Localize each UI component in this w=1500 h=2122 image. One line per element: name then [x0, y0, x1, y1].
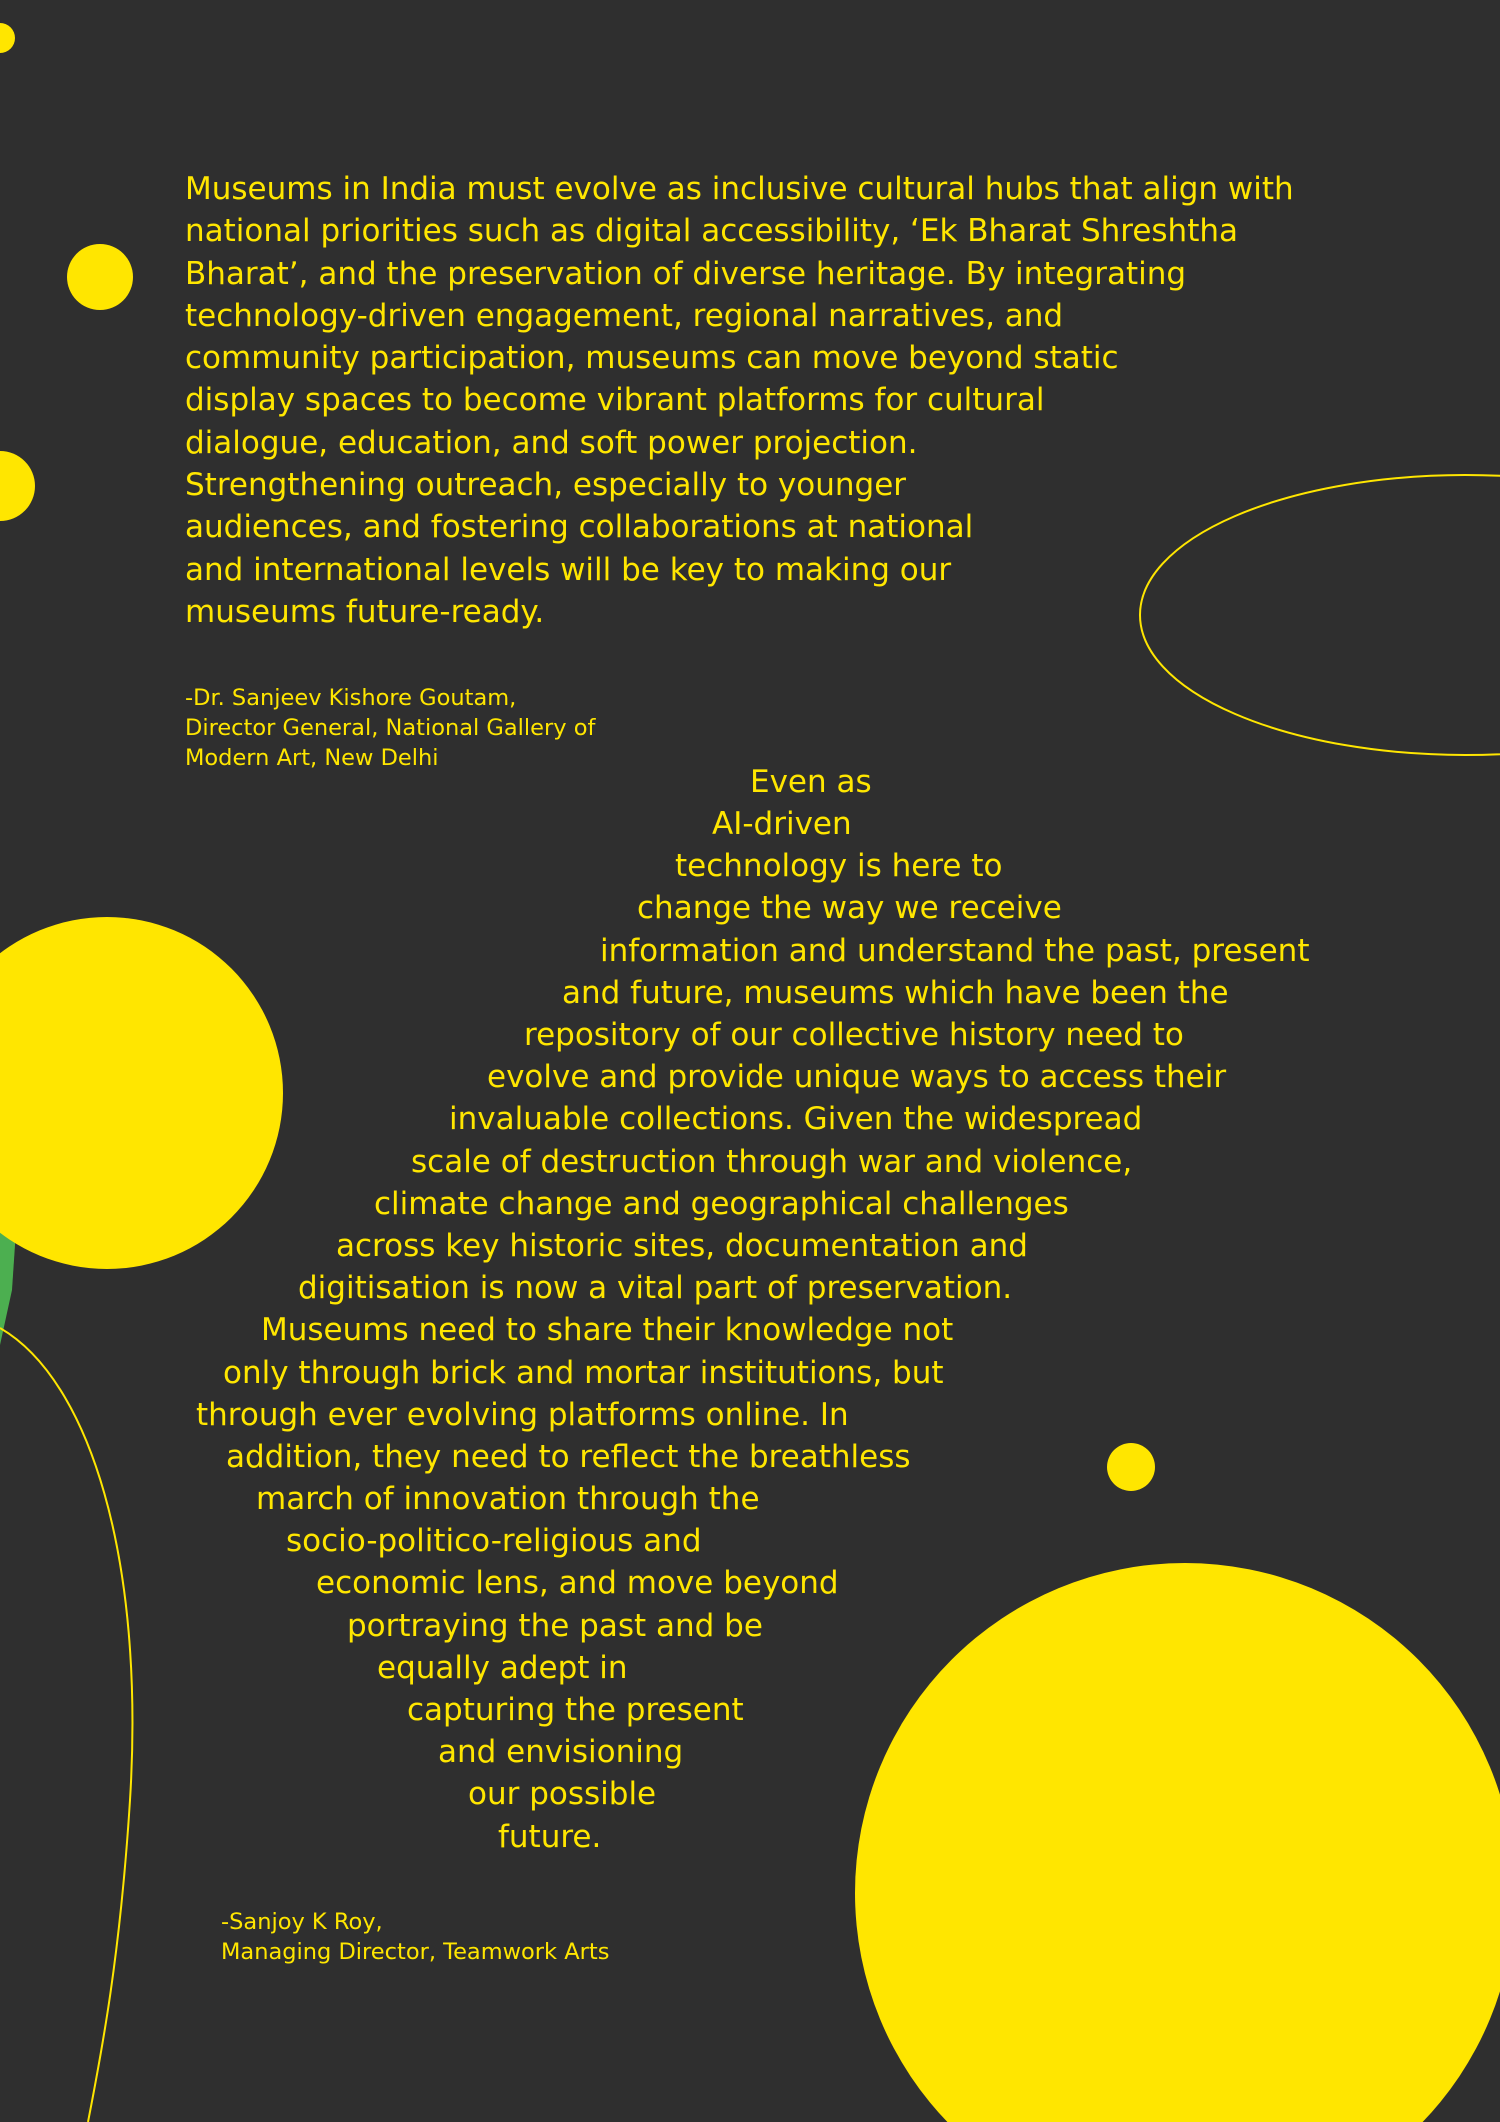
quote-2-line: future.: [498, 1819, 602, 1855]
quote-2-line: our possible: [468, 1776, 657, 1812]
quote-1-line: Museums in India must evolve as inclusive cultural hubs that align with: [185, 171, 1294, 207]
quote-2-line: march of innovation through the: [256, 1481, 760, 1517]
quote-2-line: change the way we receive: [637, 890, 1062, 926]
quote-2-line: capturing the present: [407, 1692, 744, 1728]
quote-2-line: repository of our collective history need to: [524, 1017, 1184, 1053]
quote-1-line: and international levels will be key to making our: [185, 551, 952, 588]
quote-2-line: digitisation is now a vital part of preservation.: [298, 1270, 1013, 1306]
quote-2-line: invaluable collections. Given the widespread: [449, 1101, 1143, 1137]
quote-2-line: equally adept in: [377, 1650, 628, 1686]
left-outline-arc: [0, 1328, 132, 2122]
quote-2-line: only through brick and mortar institutions, but: [223, 1355, 944, 1391]
quote-2-line: portraying the past and be: [347, 1608, 763, 1644]
quote-2-line: across key historic sites, documentation and: [336, 1228, 1028, 1264]
attribution-line: Director General, National Gallery of: [185, 715, 596, 741]
attribution-line: Managing Director, Teamwork Arts: [221, 1939, 610, 1965]
quote-1-line: museums future-ready.: [185, 593, 545, 630]
quote-2-line: socio-politico-religious and: [286, 1523, 702, 1559]
quote-2-line: Museums need to share their knowledge not: [261, 1312, 954, 1348]
quote-1: [185, 168, 1385, 633]
quote-1-attribution: [185, 683, 595, 773]
quote-2-line: evolve and provide unique ways to access their: [487, 1059, 1227, 1095]
quote-2-line: economic lens, and move beyond: [316, 1565, 839, 1601]
right-small-dot: [1107, 1443, 1155, 1491]
top-left-partial-dot: [0, 23, 15, 53]
quote-1-line: dialogue, education, and soft power projection.: [185, 424, 918, 461]
quote-1-line: community participation, museums can move beyond static: [185, 340, 1119, 377]
quote-1-line: Strengthening outreach, especially to younger: [185, 467, 907, 504]
quote-1-line: display spaces to become vibrant platforms for cultural: [185, 382, 1045, 419]
attribution-line: -Dr. Sanjeev Kishore Goutam,: [185, 685, 517, 711]
quote-2-line: technology is here to: [675, 848, 1003, 884]
left-small-dot: [67, 244, 133, 310]
quote-2-line: and future, museums which have been the: [562, 975, 1229, 1011]
quote-2-line: and envisioning: [438, 1734, 684, 1770]
bottom-right-large-circle: [855, 1563, 1500, 2122]
attribution-line: Modern Art, New Delhi: [185, 745, 439, 771]
quote-2-line: addition, they need to reflect the breathless: [226, 1439, 911, 1475]
quote-2-line: AI-driven: [712, 806, 852, 842]
quote-1-line: Bharat’, and the preservation of diverse heritage. By integrating: [185, 255, 1187, 292]
quote-2-line: through ever evolving platforms online. In: [196, 1397, 849, 1433]
quote-1-line: audiences, and fostering collaborations at national: [185, 509, 974, 546]
attribution-line: -Sanjoy K Roy,: [221, 1909, 383, 1935]
quote-1-line: national priorities such as digital accessibility, ‘Ek Bharat Shreshtha: [185, 213, 1239, 250]
quote-2-line: Even as: [750, 764, 872, 800]
quote-2-line: information and understand the past, present: [600, 933, 1310, 969]
left-large-circle: [0, 917, 283, 1269]
quote-2-line: scale of destruction through war and violence,: [411, 1144, 1133, 1180]
quote-2-line: climate change and geographical challenges: [374, 1186, 1069, 1222]
left-edge-dot: [0, 451, 35, 521]
quote-2-attribution: [221, 1907, 609, 1967]
quote-1-line: technology-driven engagement, regional narratives, and: [185, 297, 1064, 334]
